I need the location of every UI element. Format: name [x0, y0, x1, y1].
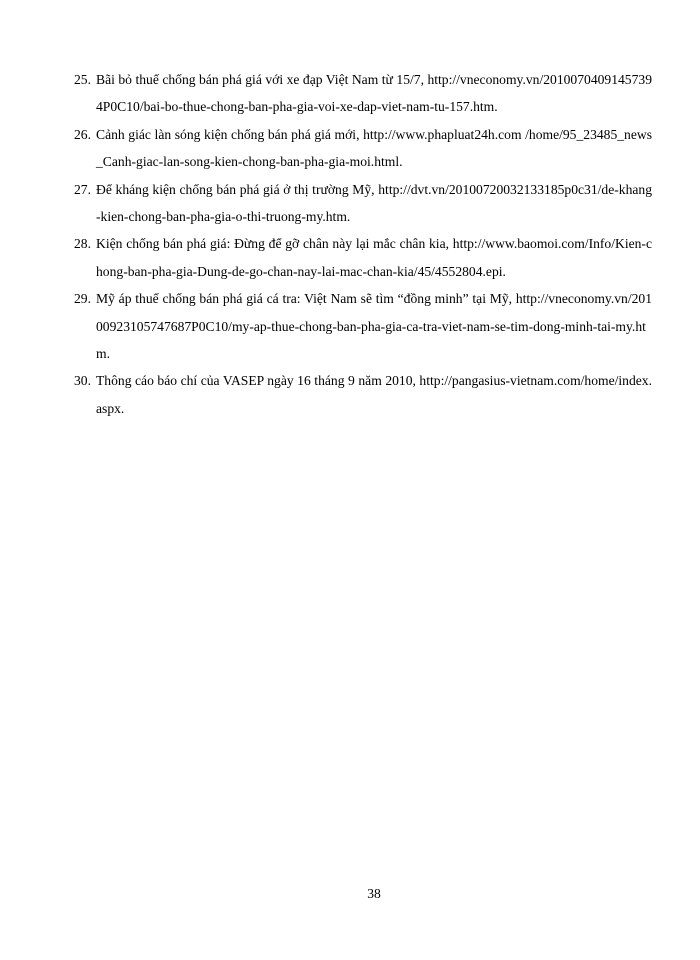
- reference-number: 26.: [74, 126, 91, 142]
- reference-number: 28.: [74, 236, 91, 252]
- reference-text: Bãi bỏ thuế chống bán phá giá với xe đạp Việt Nam từ 15/7, http://vneconomy.vn/20100704091457394P0C10/bai-bo-thue-chong-ban-pha-gia-voi-xe-dap-viet-nam-tu-157.htm.: [96, 72, 652, 115]
- reference-text: Kiện chống bán phá giá: Đừng để gỡ chân này lại mắc chân kia, http://www.baomoi.com/Info/Kien-chong-ban-pha-gia-Dung-de-go-chan-nay-lai-mac-chan-kia/45/4552804.epi.: [96, 236, 652, 279]
- reference-item-25: [74, 66, 652, 121]
- reference-number: 25.: [74, 72, 91, 87]
- reference-item-29: [74, 285, 652, 367]
- page-number: 38: [367, 886, 381, 901]
- reference-list: [74, 66, 652, 422]
- reference-item-30: [74, 367, 652, 422]
- reference-item-26: [74, 121, 652, 176]
- reference-number: 27.: [74, 181, 91, 197]
- reference-item-27: [74, 176, 652, 231]
- reference-text: Mỹ áp thuế chống bán phá giá cá tra: Việt Nam sẽ tìm “đồng minh” tại Mỹ, http://vneconomy.vn/20100923105747687P0C10/my-ap-thue-chong-ban-pha-gia-ca-tra-viet-nam-se-tim-dong-minh-tai-my.htm.: [96, 291, 652, 362]
- reference-text: Cảnh giác làn sóng kiện chống bán phá giá mới, http://www.phapluat24h.com /home/95_23485_news_Canh-giac-lan-song-kien-chong-ban-pha-gia-moi.html.: [96, 126, 652, 170]
- reference-number: 30.: [74, 373, 91, 389]
- reference-item-28: [74, 230, 652, 285]
- reference-text: Để kháng kiện chống bán phá giá ở thị trường Mỹ, http://dvt.vn/20100720032133185p0c31/de-khang-kien-chong-ban-pha-gia-o-thi-truong-my.htm.: [96, 181, 652, 225]
- reference-number: 29.: [74, 291, 91, 307]
- reference-text: Thông cáo báo chí của VASEP ngày 16 tháng 9 năm 2010, http://pangasius-vietnam.com/home/index.aspx.: [96, 373, 652, 416]
